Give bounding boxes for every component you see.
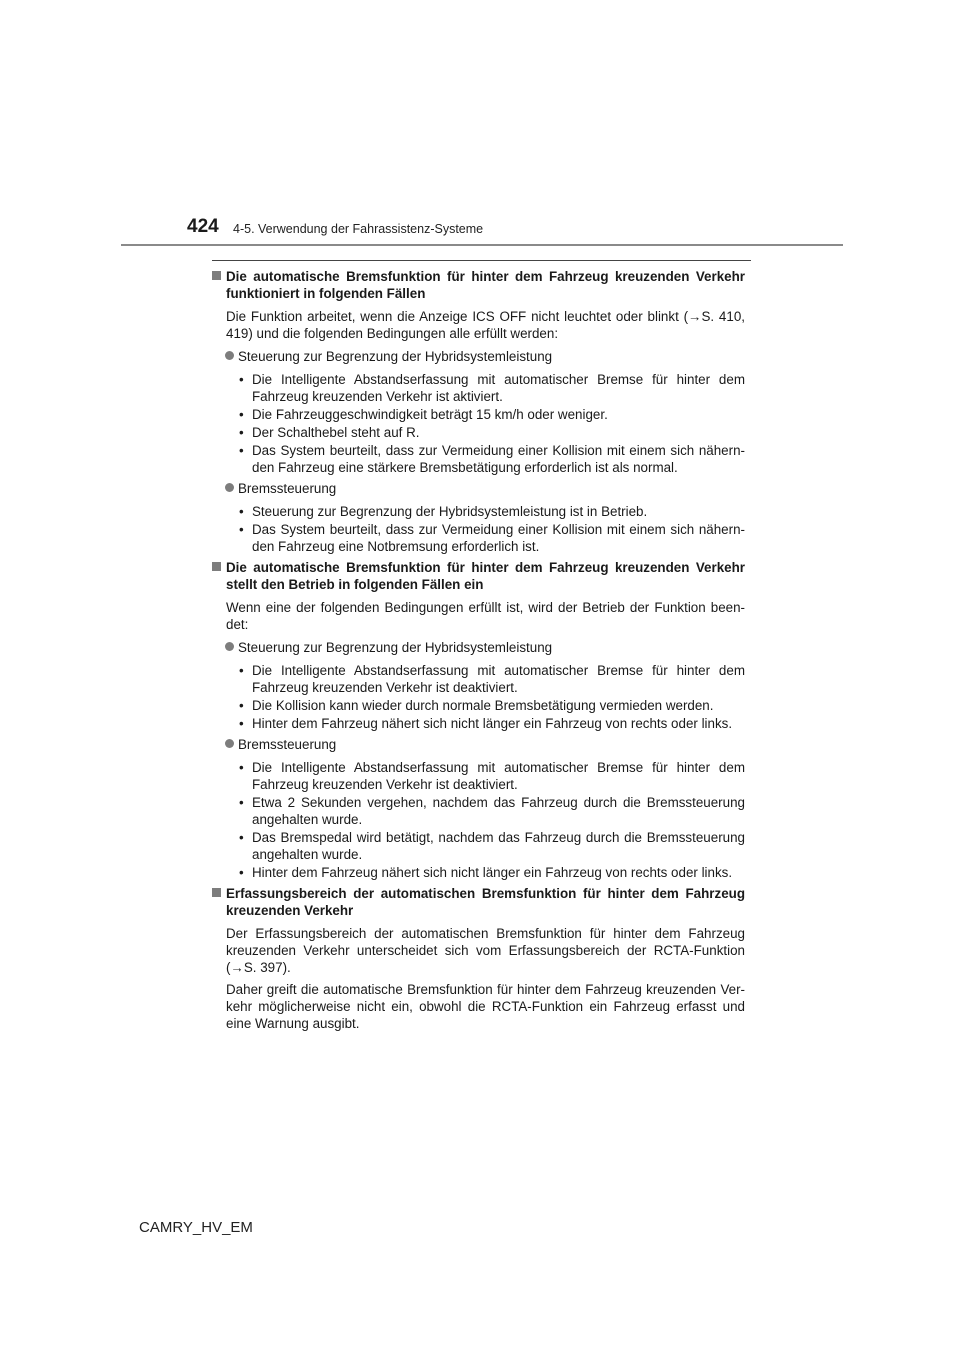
list-item: • Hinter dem Fahrzeug nähert sich nicht länger ein Fahrzeug von rechts oder links. xyxy=(239,716,733,731)
page-number: 424 xyxy=(187,216,219,237)
chapter-title: 4-5. Verwendung der Fahrassistenz-Systeme xyxy=(233,222,484,236)
circle-bullet-icon xyxy=(225,351,234,360)
document-code: CAMRY_HV_EM xyxy=(139,1219,253,1236)
page-content xyxy=(212,268,745,1038)
paragraph: Daher greift die automatische Bremsfunktion für hinter dem Fahrzeug kreuzenden Ver- kehr möglicherweise nicht ein, obwohl die RCTA-Funktion ein Fahrzeug erfasst und eine Warnung ausgibt. xyxy=(226,982,745,1031)
list-item: • Hinter dem Fahrzeug nähert sich nicht länger ein Fahrzeug von rechts oder links. xyxy=(239,865,733,880)
header-divider xyxy=(121,244,843,246)
bullet-heading xyxy=(212,348,745,365)
list-item: • Das System beurteilt, dass zur Vermeidung einer Kollision mit einem sich nähern- den Fahrzeug eine stärkere Bremsbetätigung erforderlich ist als normal. xyxy=(239,443,745,475)
bullet-heading xyxy=(212,480,745,497)
section-heading xyxy=(212,885,745,919)
paragraph: Der Erfassungsbereich der automatischen Bremsfunktion für hinter dem Fahrzeug kreuzenden Verkehr unterscheidet sich vom Erfassungsbereich der RCTA-Funktion (→S. 397). xyxy=(226,926,745,975)
circle-bullet-icon xyxy=(225,739,234,748)
section-automatic-braking-stops xyxy=(212,559,745,881)
list-item: • Das Bremspedal wird betätigt, nachdem das Fahrzeug durch die Bremssteuerung angehalten wurde. xyxy=(239,830,745,862)
list-item: • Etwa 2 Sekunden vergehen, nachdem das Fahrzeug durch die Bremssteuerung angehalten wurde. xyxy=(239,795,745,827)
square-bullet-icon xyxy=(212,271,221,280)
square-bullet-icon xyxy=(212,562,221,571)
circle-bullet-icon xyxy=(225,483,234,492)
condition-list xyxy=(212,503,745,555)
list-item: • Die Intelligente Abstandserfassung mit automatischer Bremse für hinter dem Fahrzeug kreuzenden Verkehr ist aktiviert. xyxy=(239,372,745,404)
bullet-heading xyxy=(212,736,745,753)
bullet-heading xyxy=(212,639,745,656)
condition-list xyxy=(212,371,745,476)
paragraph: Die Funktion arbeitet, wenn die Anzeige ICS OFF nicht leuchtet oder blinkt (→S. 410, 419) und die folgenden Bedingungen alle erfüllt werden: xyxy=(226,309,745,341)
bullet-heading-text: Steuerung zur Begrenzung der Hybridsystemleistung xyxy=(238,349,553,364)
section-heading-text: Erfassungsbereich der automatischen Bremsfunktion für hinter dem Fahrzeug kreuzenden Verkehr xyxy=(226,886,745,918)
section-heading-text: Die automatische Bremsfunktion für hinter dem Fahrzeug kreuzenden Verkehr stellt den Betrieb in folgenden Fällen ein xyxy=(226,560,745,592)
bullet-heading-text: Bremssteuerung xyxy=(238,737,337,752)
condition-list xyxy=(212,759,745,881)
list-item: • Der Schalthebel steht auf R. xyxy=(239,425,420,440)
list-item: • Die Intelligente Abstandserfassung mit automatischer Bremse für hinter dem Fahrzeug kreuzenden Verkehr ist deaktiviert. xyxy=(239,760,745,792)
list-item: • Das System beurteilt, dass zur Vermeidung einer Kollision mit einem sich nähern- den Fahrzeug eine Notbremsung erforderlich ist. xyxy=(239,522,745,554)
condition-list xyxy=(212,662,745,732)
bullet-heading-text: Bremssteuerung xyxy=(238,481,337,496)
bullet-heading-text: Steuerung zur Begrenzung der Hybridsystemleistung xyxy=(238,640,553,655)
paragraph: Wenn eine der folgenden Bedingungen erfüllt ist, wird der Betrieb der Funktion been- det: xyxy=(226,600,745,632)
list-item: • Die Kollision kann wieder durch normale Bremsbetätigung vermieden werden. xyxy=(239,698,714,713)
list-item: • Steuerung zur Begrenzung der Hybridsystemleistung ist in Betrieb. xyxy=(239,504,648,519)
square-bullet-icon xyxy=(212,888,221,897)
section-heading xyxy=(212,268,745,302)
content-divider xyxy=(212,260,751,261)
section-heading xyxy=(212,559,745,593)
section-heading-text: Die automatische Bremsfunktion für hinter dem Fahrzeug kreuzenden Verkehr funktioniert in folgenden Fällen xyxy=(226,269,745,301)
list-item: • Die Intelligente Abstandserfassung mit automatischer Bremse für hinter dem Fahrzeug kreuzenden Verkehr ist deaktiviert. xyxy=(239,663,745,695)
list-item: • Die Fahrzeuggeschwindigkeit beträgt 15 km/h oder weniger. xyxy=(239,407,608,422)
circle-bullet-icon xyxy=(225,642,234,651)
section-detection-range xyxy=(212,885,745,1032)
section-automatic-braking-operates xyxy=(212,268,745,555)
